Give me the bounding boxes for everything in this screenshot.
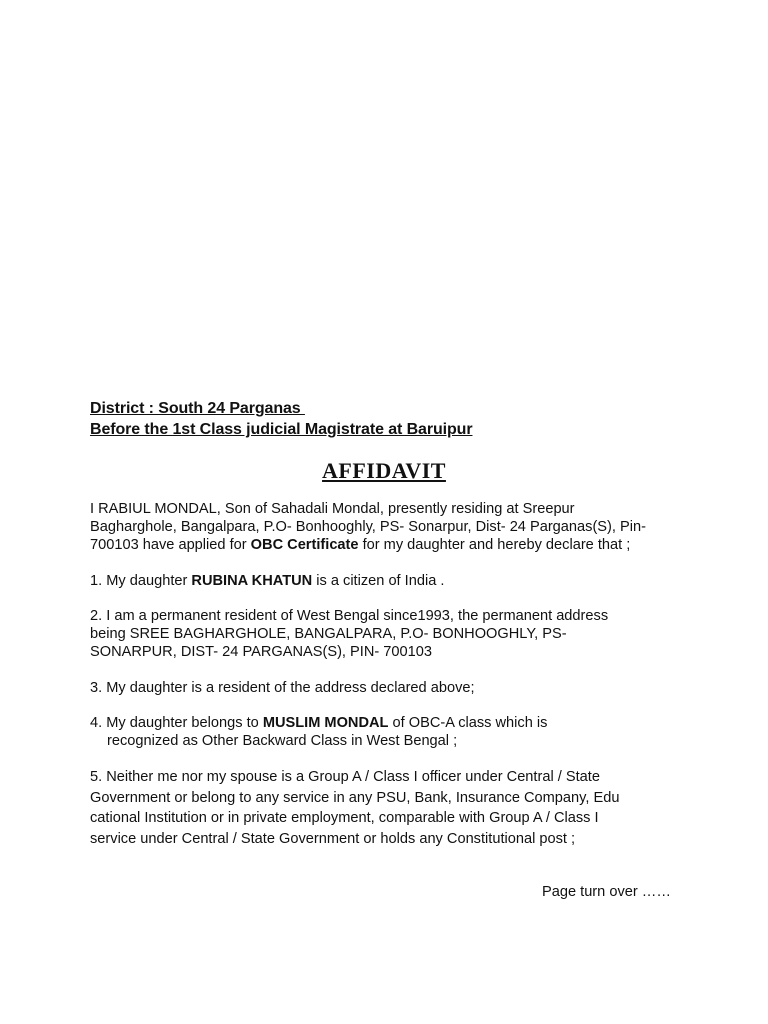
intro-line-1: I RABIUL MONDAL, Son of Sahadali Mondal, presently residing at Sreepur xyxy=(90,501,575,517)
point-2-line-3: SONARPUR, DIST- 24 PARGANAS(S), PIN- 700103 xyxy=(90,644,432,660)
point-1-tail: is a citizen of India . xyxy=(312,573,445,589)
point-4-line-1 xyxy=(90,714,690,732)
point-4-line-2: recognized as Other Backward Class in West Bengal ; xyxy=(107,733,458,749)
point-4 xyxy=(90,714,690,750)
daughter-name: RUBINA KHATUN xyxy=(191,573,313,589)
point-1-text: 1. My daughter xyxy=(90,573,192,589)
point-4-text: 4. My daughter belongs to xyxy=(90,715,263,731)
point-5-line-1: 5. Neither me nor my spouse is a Group A / Class I officer under Central / State xyxy=(90,769,600,785)
point-5-line-4: service under Central / State Government or holds any Constitutional post ; xyxy=(90,830,576,847)
point-5 xyxy=(90,767,690,849)
point-2-line-1: 2. I am a permanent resident of West Bengal since1993, the permanent address xyxy=(90,608,609,624)
point-5-line-3: cational Institution or in private employment, comparable with Group A / Class I xyxy=(90,810,599,826)
intro-line-2: Bagharghole, Bangalpara, P.O- Bonhooghly, PS- Sonarpur, Dist- 24 Parganas(S), Pin- xyxy=(90,519,646,535)
point-1 xyxy=(90,572,690,590)
point-4-tail: of OBC-A class which is xyxy=(388,715,548,731)
intro-line-3 xyxy=(90,536,690,554)
page-turn-note: Page turn over …… xyxy=(542,884,671,900)
point-2 xyxy=(90,607,690,661)
certificate-name: OBC Certificate xyxy=(250,537,359,553)
intro-line-3-tail: for my daughter and hereby declare that ; xyxy=(358,537,631,553)
community-name: MUSLIM MONDAL xyxy=(262,715,389,731)
district-heading: District : South 24 Parganas xyxy=(90,400,305,417)
court-heading: Before the 1st Class judicial Magistrate at Baruipur xyxy=(90,421,473,438)
point-5-line-2: Government or belong to any service in any PSU, Bank, Insurance Company, Edu xyxy=(90,789,620,806)
point-3: 3. My daughter is a resident of the address declared above; xyxy=(90,680,475,696)
point-2-line-2: being SREE BAGHARGHOLE, BANGALPARA, P.O- BONHOOGHLY, PS- xyxy=(90,626,567,642)
intro-line-3-text: 700103 have applied for xyxy=(90,537,251,553)
intro-paragraph xyxy=(90,500,690,554)
document-title: AFFIDAVIT xyxy=(322,458,446,483)
